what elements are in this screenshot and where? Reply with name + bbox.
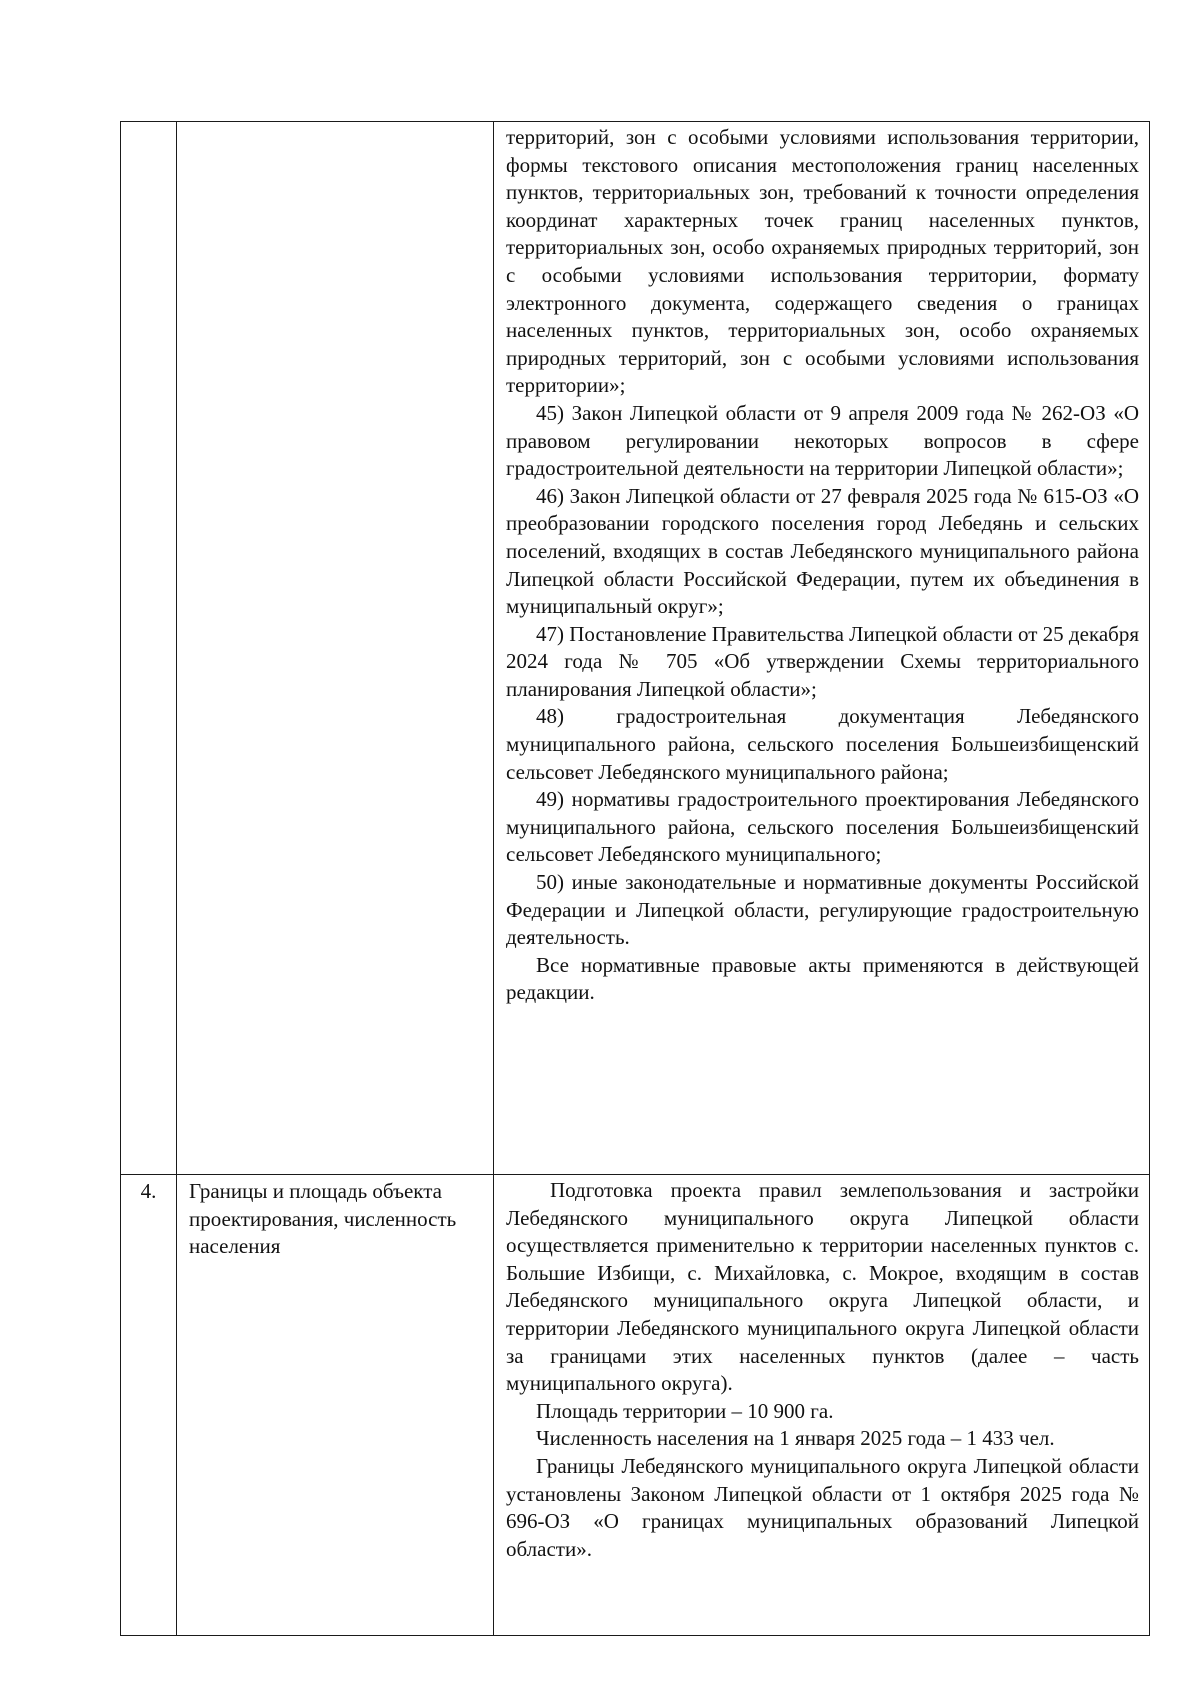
paragraph: 49) нормативы градостроительного проектирования Лебедянского муниципального района, сельского поселения Большеизбищенский сельсовет Лебедянского муниципального; bbox=[506, 787, 1139, 867]
paragraph: Границы Лебедянского муниципального округа Липецкой области установлены Законом Липецкой области от 1 октября 2025 года № 696-ОЗ «О границах муниципальных образований Липецкой области». bbox=[506, 1453, 1139, 1561]
paragraph: Площадь территории – 10 900 га. bbox=[536, 1398, 834, 1423]
paragraph: Подготовка проекта правил землепользования и застройки Лебедянского муниципального округа Липецкой области осуществляется применительно к территории населенных пунктов с. Большие Избищи, с. Михайловка, с. Мокрое, входящим в состав Лебедянского муниципального округа Липецкой области, и территории Лебедянского муниципального округа Липецкой области за границами этих населенных пунктов (далее – часть муниципального округа). bbox=[506, 1178, 1139, 1396]
row-number-cell: 4. bbox=[121, 1175, 177, 1636]
paragraph: 46) Закон Липецкой области от 27 февраля 2025 года № 615-ОЗ «О преобразовании городского поселения город Лебедянь и сельских поселений, входящих в состав Лебедянского муниципального района Липецкой области Российской Федерации, путем их объединения в муниципальный округ»; bbox=[506, 483, 1139, 619]
table-row bbox=[121, 1175, 1150, 1636]
paragraph: Все нормативные правовые акты применяются в действующей редакции. bbox=[506, 952, 1139, 1005]
paragraph: 48) градостроительная документация Лебедянского муниципального района, сельского поселения Большеизбищенский сельсовет Лебедянского муниципального района; bbox=[506, 704, 1139, 784]
row-name-cell bbox=[177, 122, 494, 1175]
paragraph: 47) Постановление Правительства Липецкой области от 25 декабря 2024 года № 705 «Об утверждении Схемы территориального планирования Липецкой области»; bbox=[506, 621, 1139, 701]
paragraph: Численность населения на 1 января 2025 года – 1 433 чел. bbox=[536, 1426, 1055, 1451]
row-name-cell: Границы и площадь объекта проектирования, численность населения bbox=[177, 1175, 494, 1636]
table-row bbox=[121, 122, 1150, 1175]
paragraph: территорий, зон с особыми условиями использования территории, формы текстового описания местоположения границ населенных пунктов, территориальных зон, требований к точности определения координат характерных точек границ населенных пунктов, территориальных зон, особо охраняемых природных территорий, зон с особыми условиями использования территории, формату электронного документа, содержащего сведения о границах населенных пунктов, территориальных зон, особо охраняемых природных территорий, зон с особыми условиями использования территории»; bbox=[506, 125, 1139, 398]
row-content-cell bbox=[494, 122, 1150, 1175]
row-number-cell bbox=[121, 122, 177, 1175]
row-content-cell bbox=[494, 1175, 1150, 1636]
requirements-table bbox=[120, 121, 1150, 1636]
paragraph: 45) Закон Липецкой области от 9 апреля 2009 года № 262-ОЗ «О правовом регулировании некоторых вопросов в сфере градостроительной деятельности на территории Липецкой области»; bbox=[506, 400, 1139, 481]
paragraph: 50) иные законодательные и нормативные документы Российской Федерации и Липецкой области, регулирующие градостроительную деятельность. bbox=[506, 870, 1139, 950]
